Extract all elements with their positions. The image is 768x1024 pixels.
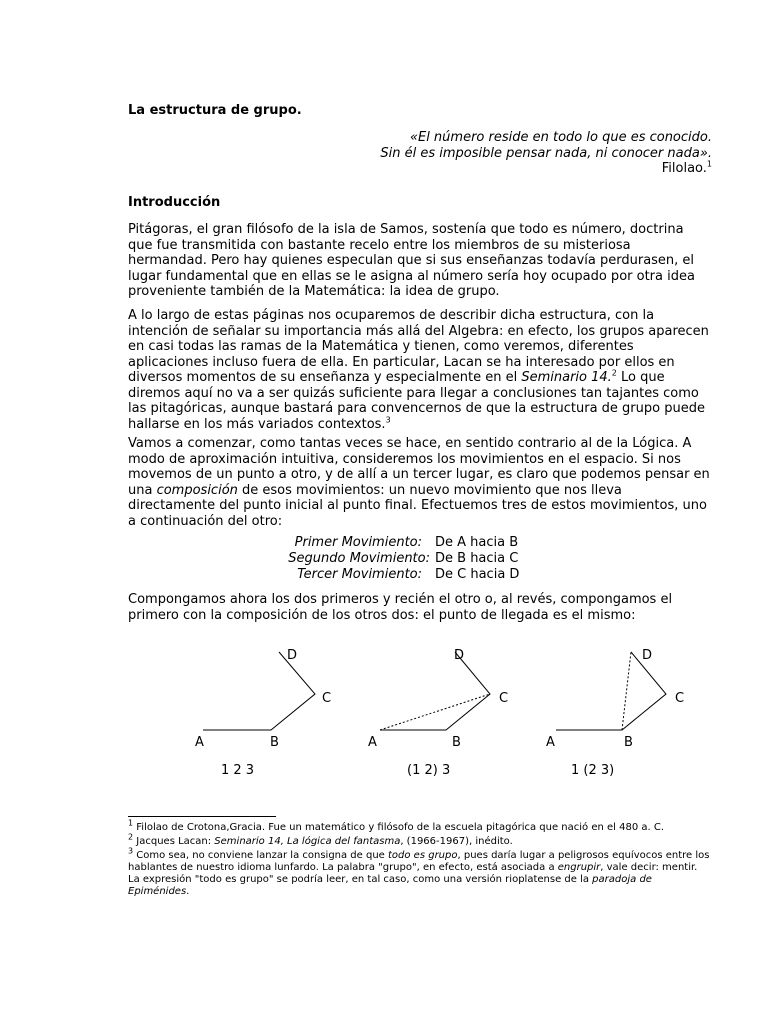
point-label-a: A [195, 735, 204, 750]
point-label-d: D [287, 648, 298, 663]
footnote-number: 3 [128, 846, 134, 856]
point-label-b: B [452, 735, 461, 750]
point-label-c: C [675, 691, 685, 706]
paragraph-2-text-b: Lo que diremos aquí no va a ser quizás suficiente para llegar a conclusiones tan tajantes como las pitagóricas, aunque bastará para convencernos de que la estructura de grupo puede hallarse en los más variados contextos. [128, 370, 705, 432]
diagram-2 [368, 648, 508, 778]
footnote-emphasis: todo es grupo [388, 850, 458, 861]
point-label-b: B [270, 735, 279, 750]
movement-value: De A hacia B [435, 535, 519, 550]
point-label-c: C [499, 691, 509, 706]
composite-path-ac [380, 694, 490, 730]
point-label-b: B [624, 735, 633, 750]
footnote-text: , vale decir: mentir. La expresión "todo es grupo" se podría leer, en tal caso, como una versión rioplatense de la [128, 862, 698, 885]
diagram-caption: (1 2) 3 [407, 763, 451, 778]
point-label-d: D [454, 648, 465, 663]
diagram-3 [546, 648, 684, 778]
movement-label: Primer Movimiento: [294, 535, 422, 550]
movement-label: Segundo Movimiento: [288, 551, 430, 566]
point-label-a: A [368, 735, 377, 750]
footnote-emphasis: paradoja de Epiménides [128, 874, 652, 897]
epigraph-line-1: «El número reside en todo lo que es conocido. [409, 130, 712, 145]
diagram-caption: 1 2 3 [221, 763, 255, 778]
footnote-text: , pues daría lugar a peligrosos equívocos entre los hablantes de nuestro idioma lunfardo. La palabra "grupo", en efecto, está asociada a [128, 850, 710, 873]
path-abcd [380, 652, 490, 730]
point-label-d: D [642, 648, 653, 663]
paragraph-3-text-b: de esos movimientos: un nuevo movimiento que nos lleva directamente del punto inicial al punto final. Efectuemos tres de estos movimientos, uno a continuación del otro: [128, 482, 707, 529]
footnote-emphasis: engrupir [557, 862, 601, 873]
page-title: La estructura de grupo. [128, 103, 302, 118]
movement-label: Tercer Movimiento: [297, 567, 422, 582]
footnote-title: Seminario 14, La lógica del fantasma [214, 836, 401, 847]
footnote-ref-3[interactable]: 3 [385, 415, 391, 425]
footnote-1 [128, 818, 712, 834]
paragraph-1: Pitágoras, el gran filósofo de la isla de Samos, sostenía que todo es número, doctrina que fue transmitida con bastante recelo entre los miembros de su misteriosa hermandad. Pero hay quienes especulan que si sus enseñanzas todavía perdurasen, el lugar fundamental que en ellas se le asigna al número sería hoy ocupado por otra idea proveniente también de la Matemática: la idea de grupo. [128, 222, 695, 299]
footnote-text: Jacques Lacan: [136, 836, 215, 847]
footnote-text: Filolao de Crotona,Gracia. Fue un matemático y filósofo de la escuela pitagórica que nació en el 480 a. C. [136, 822, 665, 833]
footnote-2 [128, 832, 712, 848]
seminario-14-ref: Seminario 14. [521, 370, 612, 385]
path-abcd [203, 652, 315, 730]
footnote-3 [128, 846, 712, 898]
paragraph-2-text-a: A lo largo de estas páginas nos ocuparemos de describir dicha estructura, con la intención de señalar su importancia más allá del Algebra: en efecto, los grupos aparecen en casi todas las ramas de la Matemática y tienen, como veremos, diferentes aplicaciones incluso fuera de ella. En particular, Lacan se ha interesado por ellos en diversos momentos de su enseñanza y especialmente en el [128, 308, 709, 385]
composite-path-bd [622, 652, 631, 730]
epigraph-line-2: Sin él es imposible pensar nada, ni conocer nada». [380, 145, 712, 161]
epigraph-author-name: Filolao. [661, 161, 707, 176]
paragraph-4: Compongamos ahora los dos primeros y recién el otro o, al revés, compongamos el primero con la composición de los otros dos: el punto de llegada es el mismo: [128, 592, 673, 623]
section-heading: Introducción [128, 195, 221, 210]
point-label-c: C [322, 691, 332, 706]
footnote-separator [128, 816, 276, 817]
path-abcd [556, 652, 666, 730]
footnote-text: . [186, 886, 190, 897]
footnote-text: Como sea, no conviene lanzar la consigna de que [136, 850, 388, 861]
composicion-term: composición [156, 482, 238, 498]
footnote-text: , (1966-1967), inédito. [400, 836, 513, 847]
footnote-number: 1 [128, 818, 134, 828]
movement-value: De B hacia C [435, 551, 519, 566]
point-label-a: A [546, 735, 555, 750]
footnote-ref-2[interactable]: 2 [611, 368, 617, 378]
movement-value: De C hacia D [435, 567, 520, 582]
diagram-caption: 1 (2 3) [571, 763, 615, 778]
footnote-number: 2 [128, 832, 134, 842]
footnote-ref-1[interactable]: 1 [706, 159, 712, 169]
paragraph-3-text-a: Vamos a comenzar, como tantas veces se hace, en sentido contrario al de la Lógica. A modo de aproximación intuitiva, consideremos los movimientos en el espacio. Si nos movemos de un punto a otro, y de allí a un tercer lugar, es claro que podemos pensar en una [128, 436, 710, 498]
diagram-1 [195, 648, 331, 778]
